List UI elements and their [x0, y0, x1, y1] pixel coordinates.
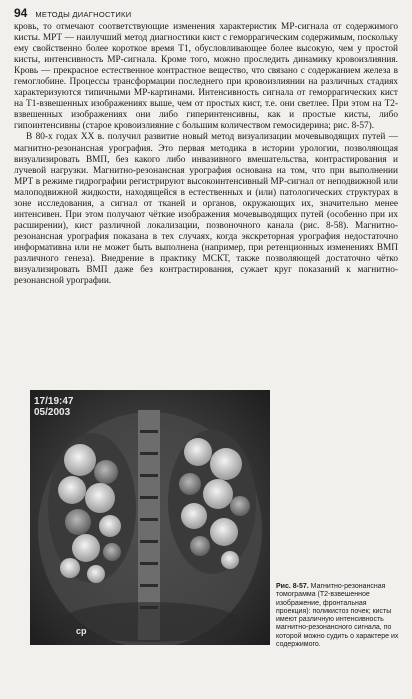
- image-date: 05/2003: [34, 407, 71, 418]
- figure-label: Рис. 8-57.: [276, 583, 309, 590]
- page-number: 94: [14, 6, 28, 20]
- mri-image: [30, 390, 270, 645]
- paragraph-2: В 80-х годах XX в. получил развитие новый метод визуализации мочевыводящих путей — магнитно-резонансная урография. Это первая методика в истории урологии, позволяющая визуализировать ВМП, без какого либо инвазивного вмешательства, контрастирования и лучевой нагрузки. Магнитно-резонансная урография основана на том, что при выполнении МРТ в режиме гидрографии регистрируют высокоинтенсивный МР-сигнал от неподвижной или малоподвижной жидкости, находящейся в естественных и (или) патологических структурах в зоне исследования, а сигнал от тканей и органов, окружающих их, значительно менее интенсивен. При этом получают чёткие изображения мочевыводящих путей (особенно при их расширении), кист различной локализации, позвоночного канала (рис. 8-58). Магнитно-резонансная урография показана в тех случаях, когда экскреторная урография недостаточно информативна или не может быть выполнена (например, при ретенционных изменениях ВМП различного генеза). Внедрение в практику МСКТ, также позволяющей достаточно чётко визуализировать ВМП даже без контрастирования, сужает круг показаний к магнитно-резонансной урографии.: [14, 132, 398, 287]
- figure-caption: [276, 583, 400, 649]
- right-kidney-cysts: [168, 430, 256, 574]
- page-header: [14, 6, 398, 20]
- image-marker: cp: [76, 626, 87, 636]
- caption-text: Магнитно-резонансная томограмма (Т2-взвешенное изображение, фронтальная проекция): поликистоз почек; кисты имеют различную интенсивность магнитно-резонансного сигнала, по которой можно судить о характере их содержимого.: [276, 583, 399, 649]
- left-kidney-cysts: [48, 433, 136, 583]
- image-timestamp: 17/19:47: [34, 396, 74, 407]
- running-title: МЕТОДЫ ДИАГНОСТИКИ: [35, 10, 132, 19]
- mri-figure: [30, 390, 270, 645]
- paragraph-1: кровь, то отмечают соответствующие изменения характеристик МР-сигнала от содержимого кисты. МРТ — наилучший метод диагностики кист с геморрагическим содержимым, поскольку ему свойственно более короткое время Т1, обусловливающее более высокую, чем у простой кисты, интенсивность МР-сигнала. Кроме того, можно проследить динамику кровоизлияния. Кровь — прекрасное естественное контрастное вещество, что связано с содержанием железа в гемоглобине. Процессы трансформации последнего при кровоизлиянии на различных стадиях характеризуются типичными МР-картинами. Интенсивность сигнала от геморрагических кист на Т1-взвешенных изображениях выше, чем от простых кист, т.е. они светлее. При этом на Т2-взвешенных изображениях они либо гиперинтенсивны, как и простые кисты, либо гипоинтенсивны (старое кровоизлияние с большим количеством гемосидерина; рис. 8-57).: [14, 22, 398, 132]
- body-text: [14, 22, 398, 287]
